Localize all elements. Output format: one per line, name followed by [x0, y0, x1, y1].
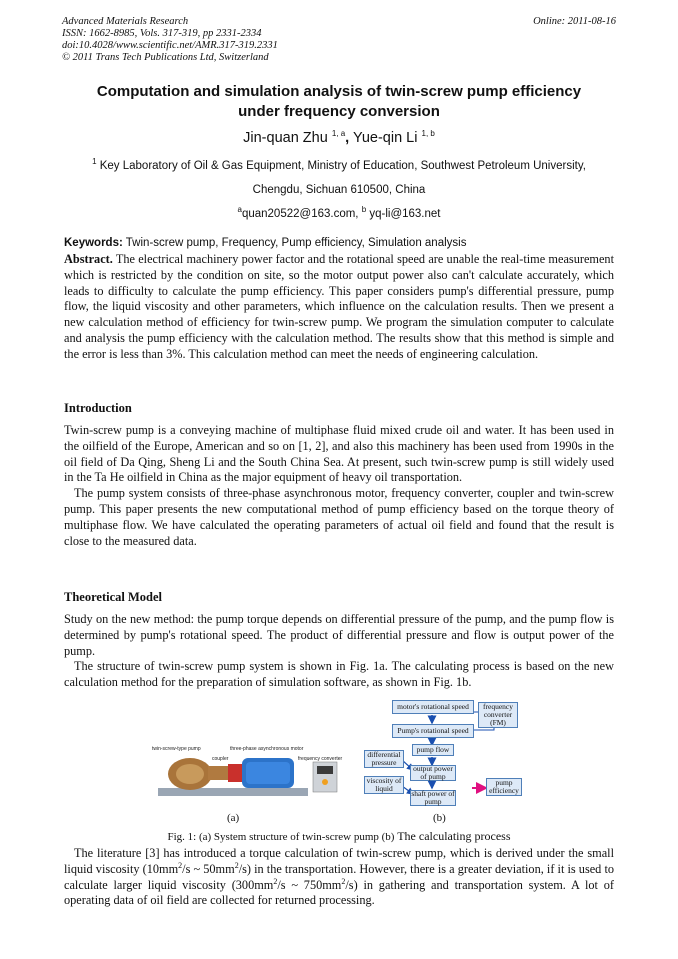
email-b-sup: b	[361, 205, 367, 215]
theory-heading: Theoretical Model	[64, 590, 163, 604]
caption-main: Fig. 1: (a) System structure of twin-screw pump (b)	[167, 831, 395, 843]
email-a[interactable]: quan20522@163.com,	[241, 208, 359, 220]
post-text-4: /s ~ 750mm	[277, 877, 342, 892]
pump-system-illustration	[150, 744, 365, 810]
label-frequency-converter: frequency converter	[298, 756, 343, 762]
figure-1a-pump-photo	[150, 744, 365, 810]
intro-body	[64, 423, 614, 549]
abstract	[64, 252, 614, 363]
box-pump-speed: Pump's rotational speed	[392, 724, 474, 738]
author-1-affil: 1, a	[331, 129, 346, 139]
theory-paragraph-1: Study on the new method: the pump torque depends on differential pressure of the pump, and the pump flow is determined by pump's rotational speed. The product of differential pressure and flow is output power of the pump.	[64, 612, 614, 658]
author-separator: ,	[345, 130, 350, 146]
intro-paragraph-2: The pump system consists of three-phase asynchronous motor, frequency converter, coupler and twin-screw pump. This paper presents the new computational method of pump efficiency based on the torque theory of multiphase flow. We have calculated the operating parameters of actual oil field and found that the result is close to the measured data.	[64, 486, 614, 548]
author-list	[62, 130, 616, 146]
unit-sup-2: 2	[234, 860, 239, 870]
title-line-1: Computation and simulation analysis of twin-screw pump efficiency	[96, 83, 582, 100]
affiliation	[62, 154, 616, 226]
email-a-sup: a	[237, 205, 242, 215]
copyright-line: © 2011 Trans Tech Publications Ltd, Switzerland	[62, 52, 269, 63]
figure-label-a: (a)	[227, 812, 240, 824]
box-pump-efficiency: pump efficiency	[486, 778, 522, 796]
keywords-label: Keywords:	[64, 237, 123, 249]
keywords	[64, 236, 614, 252]
journal-header	[62, 16, 278, 64]
title-line-2: under frequency conversion	[238, 103, 440, 120]
online-date: Online: 2011-08-16	[533, 16, 616, 27]
unit-sup-1: 2	[178, 860, 183, 870]
affil-line-2: Chengdu, Sichuan 610500, China	[252, 184, 426, 196]
abstract-label: Abstract.	[64, 252, 113, 266]
figure-caption	[64, 829, 614, 844]
figure-1b-flowchart	[362, 698, 522, 808]
paper-title	[62, 82, 616, 122]
label-motor: three-phase asynchronous motor	[230, 746, 304, 752]
email-b[interactable]: yq-li@163.net	[369, 208, 441, 220]
intro-heading: Introduction	[64, 401, 132, 415]
figure-label-b: (b)	[433, 812, 446, 824]
caption-tail: The calculating process	[397, 829, 511, 843]
post-figure-paragraph	[64, 846, 614, 909]
unit-sup-3: 2	[273, 876, 278, 886]
label-coupler: coupler	[212, 756, 229, 762]
post-text-1: The literature [3] has introduced a torque calculation of twin-screw pump, which is derived under the small liquid viscosity (10mm	[64, 846, 614, 876]
post-text-2: /s ~ 50mm	[182, 861, 235, 876]
author-1: Jin-quan Zhu	[243, 130, 328, 146]
author-2: Yue-qin Li	[352, 130, 418, 146]
affil-line-1: Key Laboratory of Oil & Gas Equipment, Ministry of Education, Southwest Petroleum University,	[99, 160, 586, 172]
emails	[62, 202, 616, 226]
intro-paragraph-1: Twin-screw pump is a conveying machine of multiphase fluid mixed crude oil and water. It has been used in the oilfield of the Europe, American and so on [1, 2], and also this machinery has been used from 1990s in the oil field of Da Qing, Sheng Li and the South China Sea. At present, such twin-screw pump is still widely used in the Ta He oilfield in China as the major equipment of heavy oil transportation.	[64, 423, 614, 485]
unit-sup-4: 2	[341, 876, 346, 886]
author-2-affil: 1, b	[421, 129, 435, 139]
journal-name: Advanced Materials Research	[62, 16, 189, 27]
post-text-3: /s) in the transportation. However, there is a greater deviation, if it is used to calculate larger liquid viscosity (300mm	[64, 861, 615, 892]
box-pump-flow: pump flow	[412, 744, 454, 756]
post-text-5: /s) in gathering and transportation system. A lot of operating data of oil field are collected for returned processing.	[64, 877, 614, 908]
doi-line: doi:10.4028/www.scientific.net/AMR.317-319.2331	[62, 40, 278, 51]
box-shaft-power: shaft power of pump	[411, 789, 455, 806]
keywords-text: Twin-screw pump, Frequency, Pump efficiency, Simulation analysis	[125, 237, 467, 249]
box-frequency-converter: frequency converter (FM)	[478, 702, 518, 728]
issn-line: ISSN: 1662-8985, Vols. 317-319, pp 2331-2334	[62, 28, 262, 39]
theory-body	[64, 612, 614, 691]
abstract-text: The electrical machinery power factor and the rotational speed are unable the real-time measurement which is restricted by the condition on site, so the motor output power also can't calculate accurately, which leads to difficulty to calculate the pump efficiency. This paper considers pump's differential pressure, pump flow, the liquid viscosity and other parameters, which influence on the calculation results. Then we present a new calculation method of efficiency for twin-screw pump. We program the simulation computer to calculate and analysis the pump efficiency with the calculation method. The results show that this method is simple and the error is less than 3%. This calculation method can meet the needs of engineering calculation.	[64, 252, 614, 361]
box-differential-pressure: differential pressure	[364, 750, 404, 768]
label-twin-screw-pump: twin-screw-type pump	[152, 746, 201, 752]
box-output-power: output power of pump	[410, 765, 456, 781]
box-motor-speed: motor's rotational speed	[392, 700, 474, 714]
box-viscosity: viscosity of liquid	[364, 776, 404, 794]
affil-sup: 1	[92, 157, 97, 167]
theory-paragraph-2: The structure of twin-screw pump system is shown in Fig. 1a. The calculating process is based on the new calculation method for the preparation of simulation software, as shown in Fig. 1b.	[64, 659, 614, 690]
